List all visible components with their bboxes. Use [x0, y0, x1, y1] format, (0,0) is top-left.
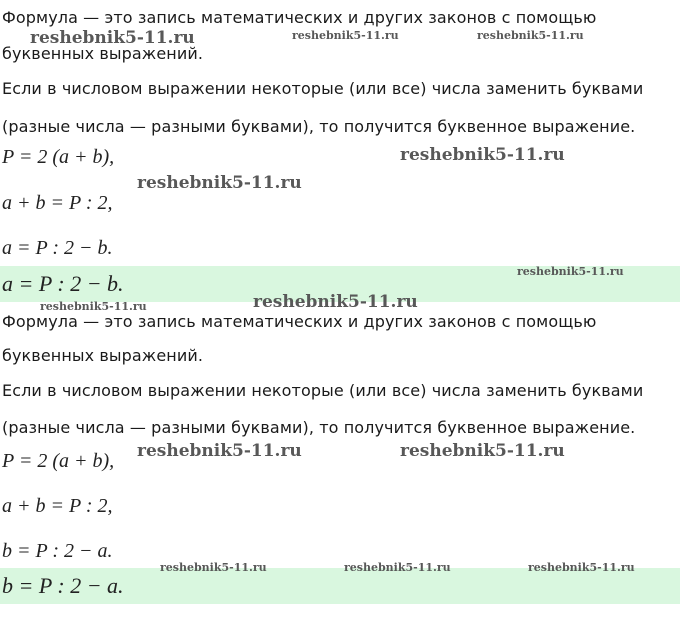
definition-text-line-2: буквенных выражений.	[2, 44, 204, 63]
watermark: reshebnik5-11.ru	[528, 561, 635, 574]
watermark: reshebnik5-11.ru	[517, 265, 624, 278]
formula-line-1: P = 2 (a + b),	[2, 146, 115, 168]
watermark: reshebnik5-11.ru	[344, 561, 451, 574]
formula-line-3: b = P : 2 − a.	[2, 540, 113, 562]
formula-line-1: P = 2 (a + b),	[2, 450, 115, 472]
watermark: reshebnik5-11.ru	[477, 29, 584, 42]
watermark: reshebnik5-11.ru	[160, 561, 267, 574]
watermark: reshebnik5-11.ru	[400, 441, 565, 461]
formula-line-2: a + b = P : 2,	[2, 192, 113, 214]
definition-text-line-1: Формула — это запись математических и других законов с помощью	[2, 312, 597, 331]
watermark: reshebnik5-11.ru	[253, 292, 418, 312]
expression-text-line-2: (разные числа — разными буквами), то получится буквенное выражение.	[2, 418, 636, 437]
watermark: reshebnik5-11.ru	[137, 441, 302, 461]
watermark: reshebnik5-11.ru	[292, 29, 399, 42]
definition-text-line-1: Формула — это запись математических и других законов с помощью	[2, 8, 597, 27]
watermark: reshebnik5-11.ru	[30, 28, 195, 48]
answer-formula: a = P : 2 − b.	[2, 271, 124, 296]
formula-line-3: a = P : 2 − b.	[2, 237, 113, 259]
formula-line-2: a + b = P : 2,	[2, 495, 113, 517]
definition-text-line-2: буквенных выражений.	[2, 346, 204, 365]
watermark: reshebnik5-11.ru	[40, 300, 147, 313]
watermark: reshebnik5-11.ru	[400, 145, 565, 165]
expression-text-line-1: Если в числовом выражении некоторые (или все) числа заменить буквами	[2, 381, 644, 400]
watermark: reshebnik5-11.ru	[137, 173, 302, 193]
expression-text-line-1: Если в числовом выражении некоторые (или все) числа заменить буквами	[2, 79, 644, 98]
expression-text-line-2: (разные числа — разными буквами), то получится буквенное выражение.	[2, 117, 636, 136]
answer-formula: b = P : 2 − a.	[2, 573, 124, 598]
